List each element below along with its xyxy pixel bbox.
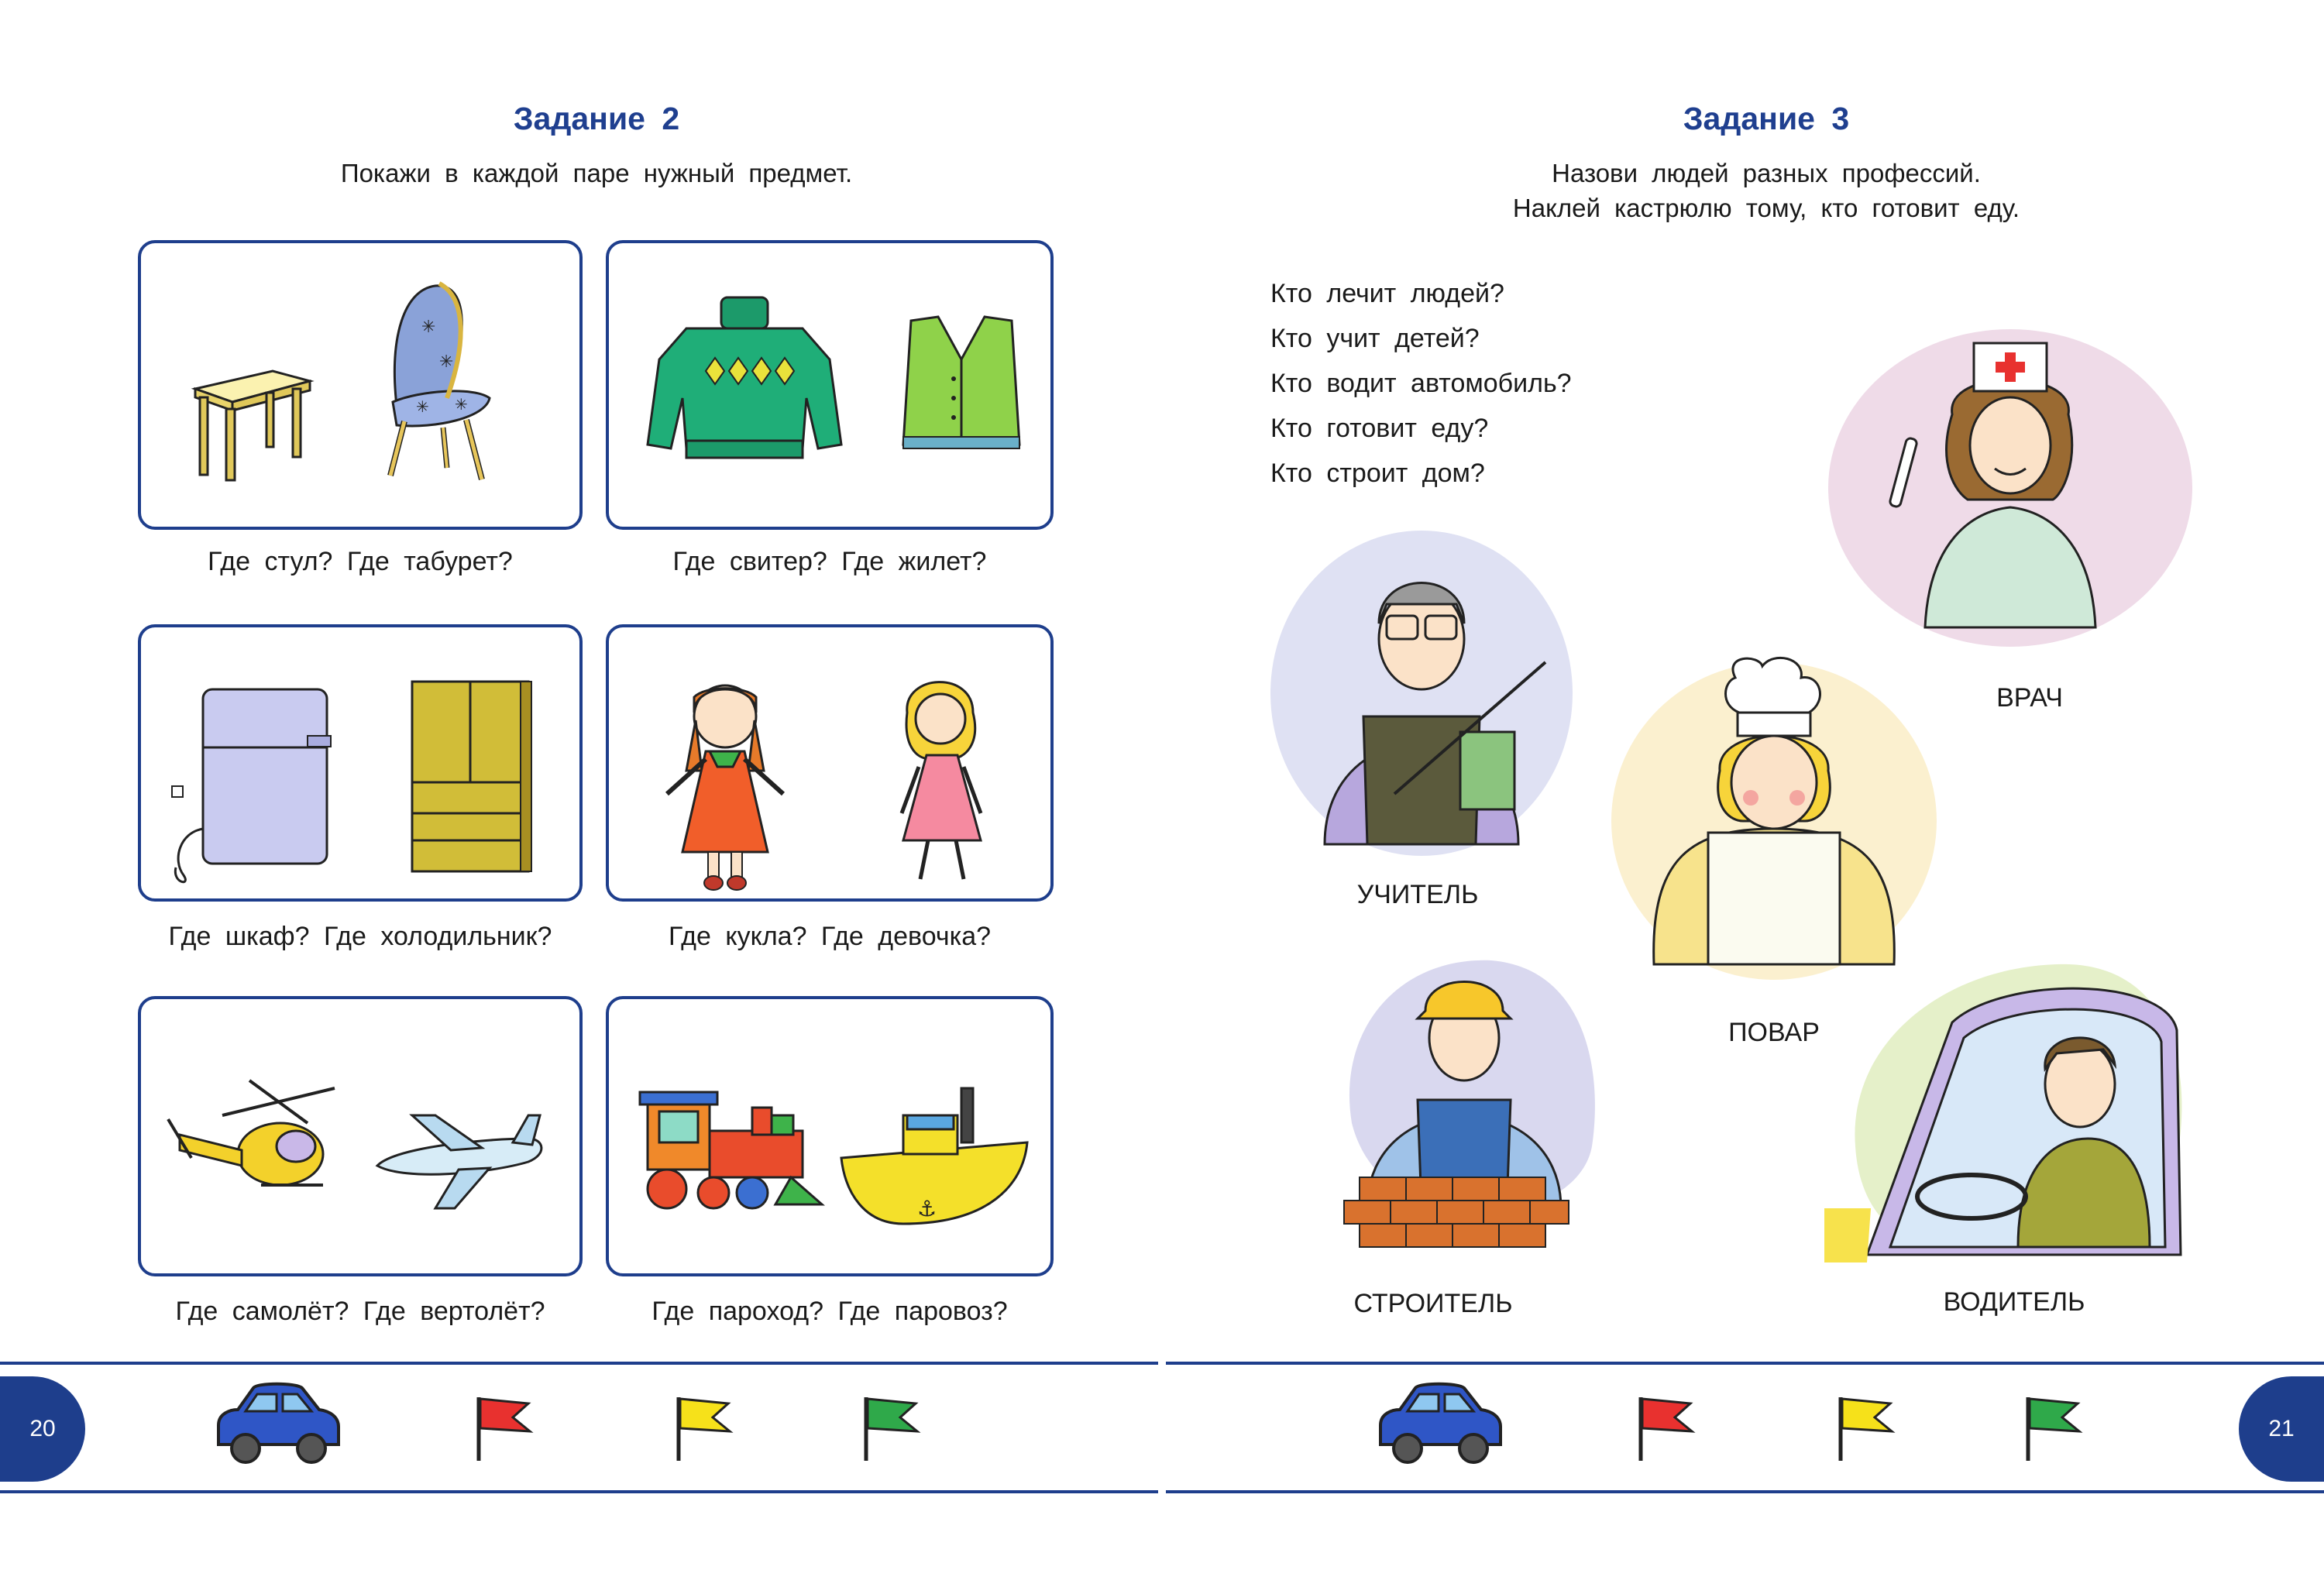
stool-icon xyxy=(195,371,310,480)
builder-illustration[interactable] xyxy=(1336,953,1611,1262)
footer-line-bottom-right xyxy=(1166,1490,2324,1493)
task-3-title: Задание 3 xyxy=(1683,101,1850,136)
footer-line-bottom-left xyxy=(0,1490,1158,1493)
task-2-instruction: Покажи в каждой паре нужный предмет. xyxy=(340,159,853,187)
svg-text:✳: ✳ xyxy=(455,395,468,414)
task-2-title: Задание 2 xyxy=(513,101,680,136)
card-sweater-vest[interactable] xyxy=(606,240,1054,530)
vest-icon xyxy=(903,317,1019,448)
sweater-icon xyxy=(648,297,841,458)
question-item: Кто учит детей? xyxy=(1270,324,1480,353)
card-fridge-wardrobe[interactable] xyxy=(138,624,583,902)
label-driver: ВОДИТЕЛЬ xyxy=(1943,1287,2085,1317)
train-icon xyxy=(640,1092,822,1208)
label-doctor: ВРАЧ xyxy=(1996,683,2063,713)
question-item: Кто водит автомобиль? xyxy=(1270,369,1572,398)
card-helicopter-airplane[interactable] xyxy=(138,996,583,1276)
svg-text:⚓: ⚓ xyxy=(917,1196,937,1221)
fridge-icon xyxy=(172,689,331,882)
ship-icon xyxy=(841,1088,1027,1224)
doll-icon xyxy=(667,685,783,890)
caption-card-6: Где пароход? Где паровоз? xyxy=(651,1297,1008,1326)
label-teacher: УЧИТЕЛЬ xyxy=(1356,880,1479,909)
cook-illustration[interactable] xyxy=(1607,654,1941,984)
question-item: Кто лечит людей? xyxy=(1270,279,1504,308)
wardrobe-icon xyxy=(412,682,531,871)
task-3-instruction-line1: Назови людей разных профессий. xyxy=(1552,159,1981,187)
card-doll-girl[interactable] xyxy=(606,624,1054,902)
car-icon xyxy=(211,1379,342,1475)
helicopter-icon xyxy=(168,1080,335,1185)
red-flag-icon xyxy=(474,1394,536,1468)
footer-line-top-right xyxy=(1166,1362,2324,1365)
label-builder: СТРОИТЕЛЬ xyxy=(1353,1289,1513,1318)
yellow-flag-icon xyxy=(674,1394,736,1468)
question-item: Кто строит дом? xyxy=(1270,459,1485,488)
svg-text:✳: ✳ xyxy=(421,318,436,337)
card-train-ship[interactable] xyxy=(606,996,1054,1276)
page-number-left: 20 xyxy=(0,1376,85,1482)
caption-card-1: Где стул? Где табурет? xyxy=(208,547,513,576)
green-flag-icon xyxy=(2023,1394,2085,1468)
card-stool-chair[interactable] xyxy=(138,240,583,530)
doctor-illustration[interactable] xyxy=(1820,321,2192,662)
caption-card-3: Где шкаф? Где холодильник? xyxy=(168,922,552,951)
yellow-flag-icon xyxy=(1836,1394,1898,1468)
task-3-instruction-line2: Наклей кастрюлю тому, кто готовит еду. xyxy=(1512,194,2020,222)
car-icon xyxy=(1373,1379,1504,1475)
footer-line-top-left xyxy=(0,1362,1158,1365)
driver-illustration[interactable] xyxy=(1824,953,2188,1262)
caption-card-4: Где кукла? Где девочка? xyxy=(668,922,992,951)
svg-text:✳: ✳ xyxy=(416,397,429,416)
girl-icon xyxy=(902,682,981,879)
page-number-right: 21 xyxy=(2239,1376,2324,1482)
teacher-illustration[interactable] xyxy=(1270,531,1580,856)
red-flag-icon xyxy=(1636,1394,1698,1468)
svg-text:✳: ✳ xyxy=(439,352,454,372)
green-flag-icon xyxy=(861,1394,923,1468)
label-cook: ПОВАР xyxy=(1728,1018,1820,1047)
airplane-icon xyxy=(377,1115,541,1208)
question-list xyxy=(1270,271,1572,496)
question-item: Кто готовит еду? xyxy=(1270,414,1489,443)
chair-icon xyxy=(390,283,490,479)
caption-card-2: Где свитер? Где жилет? xyxy=(672,547,987,576)
caption-card-5: Где самолёт? Где вертолёт? xyxy=(175,1297,545,1326)
